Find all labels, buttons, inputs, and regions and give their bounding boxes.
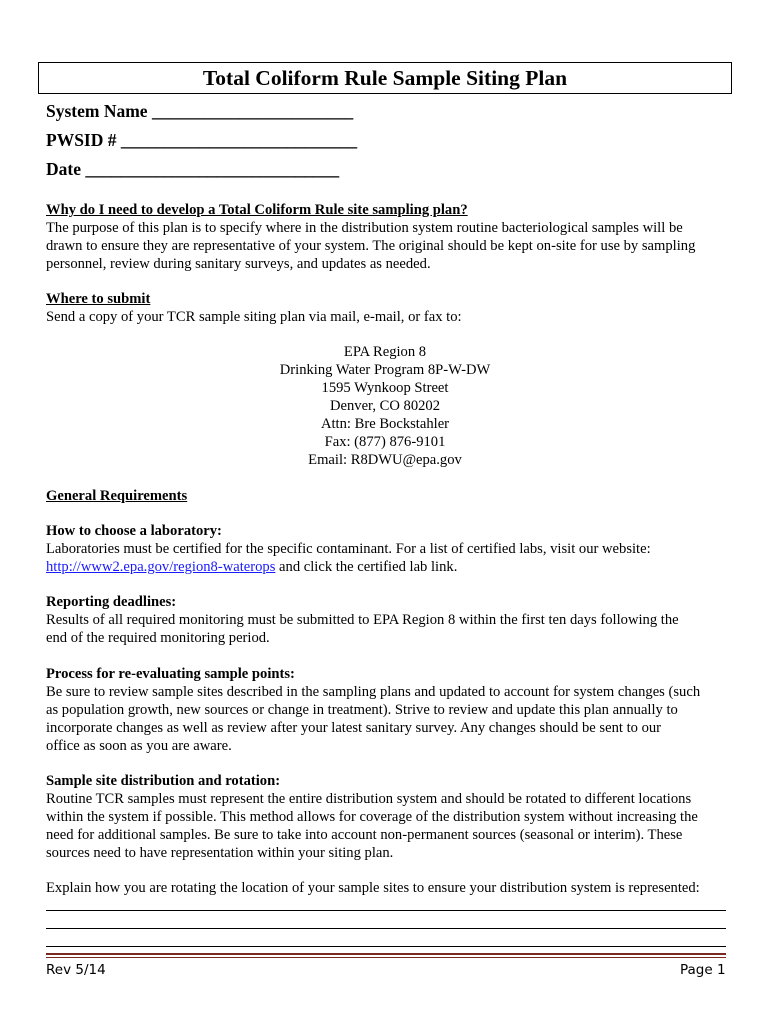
pwsid-field[interactable]: PWSID # ___________________________: [46, 130, 358, 150]
address-line: Denver, CO 80202: [329, 398, 441, 414]
why-heading: Why do I need to develop a Total Coliform Rule site sampling plan?: [46, 202, 468, 218]
date-field[interactable]: Date _____________________________: [46, 159, 340, 179]
rotation-heading: Sample site distribution and rotation:: [46, 773, 281, 789]
why-paragraph-line: personnel, review during sanitary surveys, and updates as needed.: [46, 256, 431, 272]
address-line: 1595 Wynkoop Street: [321, 380, 449, 396]
reporting-line: end of the required monitoring period.: [46, 630, 270, 646]
address-email: Email: R8DWU@epa.gov: [308, 452, 462, 468]
lab-link-suffix: and click the certified lab link.: [275, 559, 458, 575]
why-paragraph-line: The purpose of this plan is to specify where in the distribution system routine bacteriological samples will be: [46, 220, 683, 236]
address-line: Drinking Water Program 8P-W-DW: [279, 362, 491, 378]
system-name-field[interactable]: System Name _______________________: [46, 101, 354, 121]
answer-line[interactable]: [46, 910, 726, 911]
address-line: EPA Region 8: [343, 344, 427, 360]
rotation-line: sources need to have representation within your siting plan.: [46, 845, 394, 861]
reporting-line: Results of all required monitoring must be submitted to EPA Region 8 within the first ten days following the: [46, 612, 679, 628]
answer-line[interactable]: [46, 928, 726, 929]
rotation-line: need for additional samples. Be sure to take into account non-permanent sources (seasonal or interim). These: [46, 827, 683, 843]
lab-link-line: [46, 558, 457, 576]
process-line: as population growth, new sources or change in treatment). Strive to review and update this plan annually to: [46, 702, 678, 718]
certified-labs-link[interactable]: http://www2.epa.gov/region8-waterops: [46, 559, 276, 575]
process-line: incorporate changes as well as review after your latest sanitary survey. Any changes should be sent to our: [46, 720, 662, 736]
process-heading: Process for re-evaluating sample points:: [46, 666, 295, 682]
rotation-line: Routine TCR samples must represent the entire distribution system and should be rotated to different locations: [46, 791, 692, 807]
reporting-heading: Reporting deadlines:: [46, 594, 177, 610]
general-requirements-heading: General Requirements: [46, 488, 188, 504]
where-text: Send a copy of your TCR sample siting plan via mail, e-mail, or fax to:: [46, 309, 462, 325]
footer-divider: [46, 953, 726, 955]
answer-line[interactable]: [46, 946, 726, 947]
revision-label: Rev 5/14: [46, 962, 106, 978]
process-line: office as soon as you are aware.: [46, 738, 232, 754]
lab-text: Laboratories must be certified for the specific contaminant. For a list of certified labs, visit our website:: [46, 541, 651, 557]
explain-prompt: Explain how you are rotating the location of your sample sites to ensure your distribution system is represented:: [46, 880, 700, 896]
address-line: Fax: (877) 876-9101: [324, 434, 446, 450]
why-paragraph-line: drawn to ensure they are representative of your system. The original should be kept on-site for use by sampling: [46, 238, 696, 254]
page-title: Total Coliform Rule Sample Siting Plan: [38, 62, 732, 94]
where-heading: Where to submit: [46, 291, 151, 307]
address-line: Attn: Bre Bockstahler: [320, 416, 450, 432]
process-line: Be sure to review sample sites described in the sampling plans and updated to account for system changes (such: [46, 684, 701, 700]
lab-heading: How to choose a laboratory:: [46, 523, 222, 539]
footer-divider-thin: [46, 957, 726, 958]
page-number: Page 1: [680, 962, 726, 978]
rotation-line: within the system if possible. This method allows for coverage of the distribution system without increasing the: [46, 809, 698, 825]
